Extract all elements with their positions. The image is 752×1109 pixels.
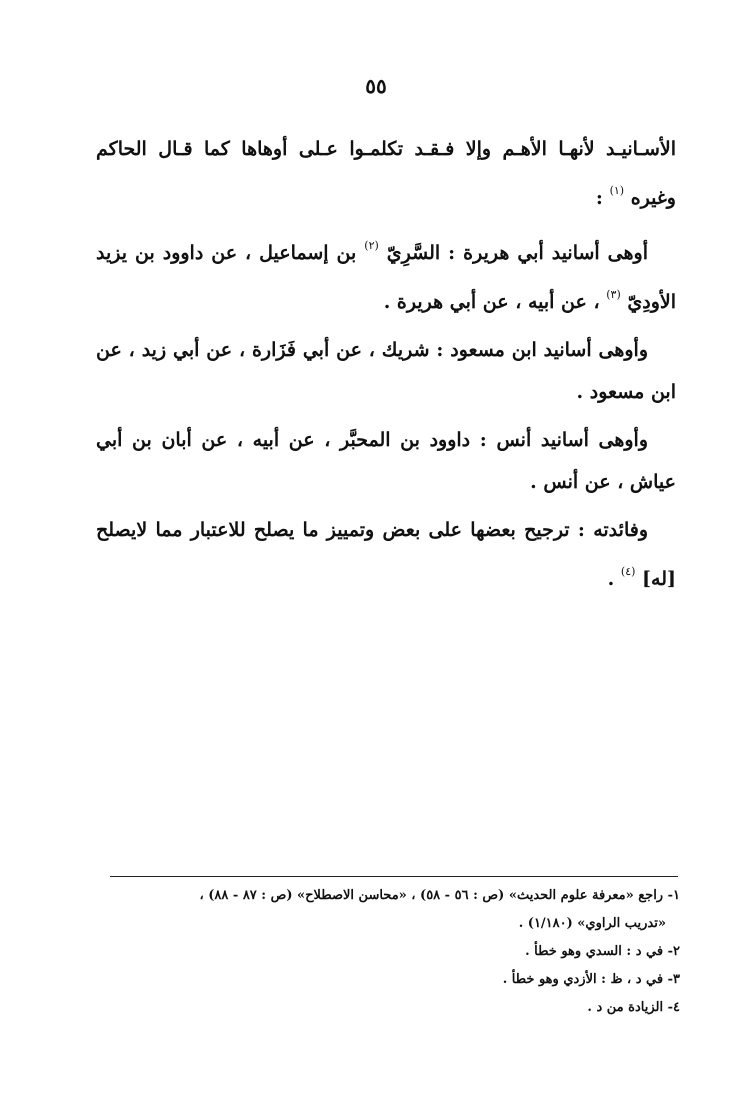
- footnote-3: ٣- في د ، ظ : الأزدي وهو خطأ .: [502, 972, 680, 987]
- paragraph-intro: [96, 128, 676, 219]
- footnote-2: ٢- في د : السدي وهو خطأ .: [525, 944, 680, 959]
- paragraph-tail: .: [607, 568, 621, 590]
- paragraph-text: ، عن أبيه ، عن أبي هريرة .: [383, 291, 607, 313]
- footnote-1-continued: «تدريب الراوي» (١/١٨٠) .: [518, 916, 666, 931]
- paragraph-text: وفائدته : ترجيح بعضها على بعض وتمييز ما يصلح للاعتبار مما لايصلح [له]: [96, 519, 676, 590]
- footnote-marker: (٢): [364, 239, 379, 252]
- paragraph-text: أوهى أسانيد أبي هريرة : السَّرِيّ: [386, 242, 648, 264]
- paragraph-text: بن إسماعيل ، عن داوود بن يزيد الأودِيّ: [96, 242, 676, 313]
- footnote-marker: (٣): [606, 288, 621, 301]
- main-text: [96, 128, 676, 606]
- paragraph-anas: وأوهى أسانيد أنس : داوود بن المحبَّر ، عن أبيه ، عن أبان بن أبي عياش ، عن أنس .: [96, 429, 676, 493]
- paragraph-text: الأسـانيـد لأنهـا الأهـم وإلا فـقـد تكلمـوا عـلى أوهاها كما قـال الحاكم وغيره: [96, 138, 676, 209]
- paragraph-tail: :: [595, 187, 610, 209]
- footnote-divider: [110, 876, 678, 877]
- paragraph-ibn-masud: وأوهى أسانيد ابن مسعود : شريك ، عن أبي فَزَارة ، عن أبي زيد ، عن ابن مسعود .: [96, 339, 676, 403]
- footnote-marker: (١): [609, 184, 625, 197]
- paragraph-abu-hurayra: [96, 225, 676, 323]
- footnote-marker: (٤): [620, 565, 636, 578]
- footnotes: [100, 882, 680, 1022]
- footnote-1: ١- راجع «معرفة علوم الحديث» (ص : ٥٦ - ٥٨) ، «محاسن الاصطلاح» (ص : ٨٧ - ٨٨) ،: [199, 888, 680, 903]
- page-number: ٥٥: [365, 74, 387, 98]
- paragraph-benefit: [96, 509, 676, 600]
- footnote-4: ٤- الزيادة من د .: [587, 1000, 680, 1015]
